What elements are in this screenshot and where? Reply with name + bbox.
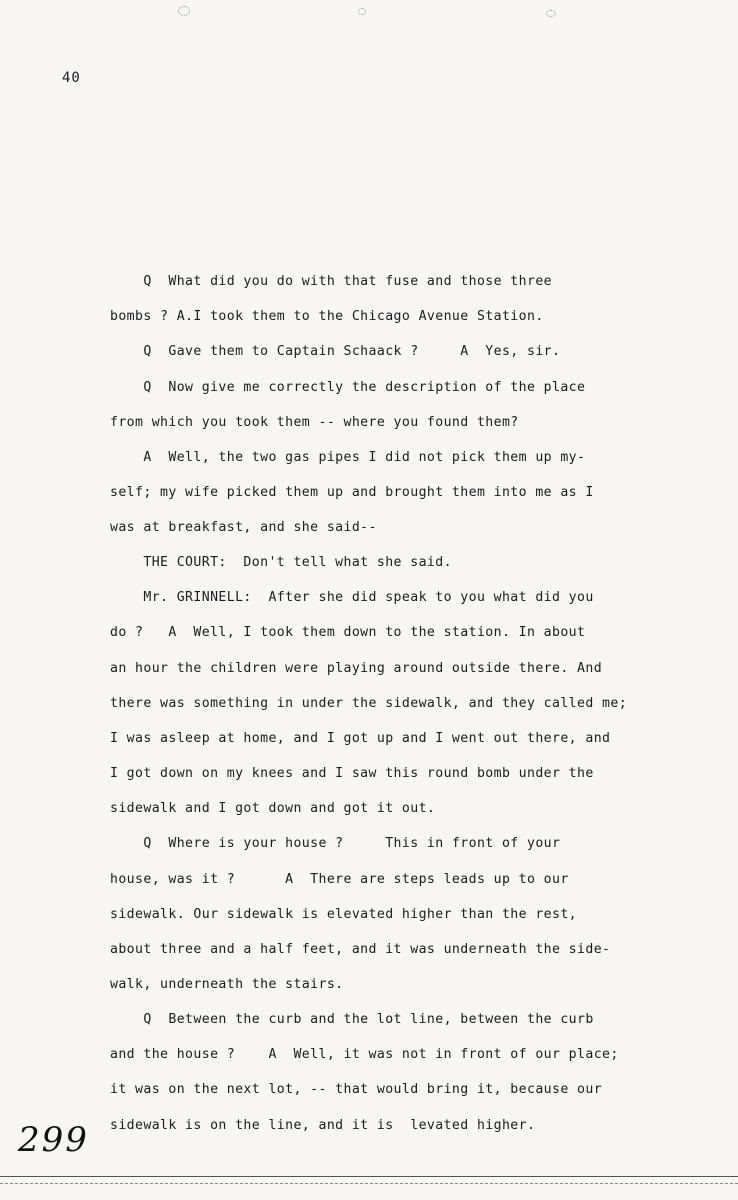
handwritten-margin-note: 299 xyxy=(18,1120,89,1160)
transcript-line: sidewalk. Our sidewalk is elevated higher than the rest, xyxy=(110,907,578,922)
transcript-line: self; my wife picked them up and brought them into me as I xyxy=(110,485,594,500)
transcript-line: Mr. GRINNELL: After she did speak to you what did you xyxy=(110,590,594,605)
transcript-line: Q Between the curb and the lot line, between the curb xyxy=(110,1012,594,1027)
transcript-line: A Well, the two gas pipes I did not pick them up my- xyxy=(110,450,586,465)
transcript-line: Q Gave them to Captain Schaack ? A Yes, sir. xyxy=(110,344,561,359)
bottom-rule-dashed xyxy=(0,1183,738,1184)
transcript-line: I was asleep at home, and I got up and I went out there, and xyxy=(110,731,611,746)
transcript-line: house, was it ? A There are steps leads up to our xyxy=(110,872,569,887)
transcript-line: Q Now give me correctly the description of the place xyxy=(110,380,586,395)
transcript-line: sidewalk is on the line, and it is levated higher. xyxy=(110,1118,536,1133)
bottom-rule xyxy=(0,1176,738,1177)
paper-speck xyxy=(178,6,190,16)
transcript-line: there was something in under the sidewalk, and they called me; xyxy=(110,696,628,711)
transcript-line: walk, underneath the stairs. xyxy=(110,977,344,992)
transcript-line: Q Where is your house ? This in front of your xyxy=(110,836,561,851)
transcript-line: it was on the next lot, -- that would bring it, because our xyxy=(110,1082,603,1097)
transcript-line: do ? A Well, I took them down to the station. In about xyxy=(110,625,586,640)
transcript-line: and the house ? A Well, it was not in front of our place; xyxy=(110,1047,619,1062)
transcript-line: was at breakfast, and she said-- xyxy=(110,520,377,535)
transcript-line: I got down on my knees and I saw this round bomb under the xyxy=(110,766,594,781)
transcript-line: THE COURT: Don't tell what she said. xyxy=(110,555,452,570)
transcript-line: about three and a half feet, and it was underneath the side- xyxy=(110,942,611,957)
transcript-line: bombs ? A.I took them to the Chicago Avenue Station. xyxy=(110,309,544,324)
transcript-line: an hour the children were playing around outside there. And xyxy=(110,661,603,676)
transcript-line: from which you took them -- where you found them? xyxy=(110,415,519,430)
paper-speck xyxy=(546,10,556,17)
page-number: 40 xyxy=(62,70,81,86)
transcript-line: Q What did you do with that fuse and those three xyxy=(110,274,552,289)
paper-speck xyxy=(358,8,366,15)
transcript-line: sidewalk and I got down and got it out. xyxy=(110,801,436,816)
